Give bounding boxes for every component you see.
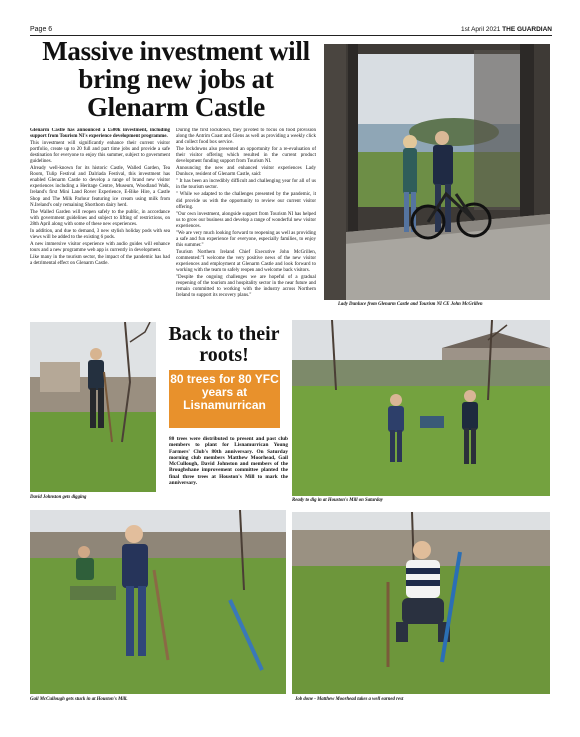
article-paragraph: Already well-known for its historic Castle, Walled Garden, Tea Room, Tulip Festival and Dalriada Festival, this investment has enabled Glenarm Castle to develop a range of brand new visitor experiences including a Heritage Centre, Museum, Woodland Walk, Ireland's first Mini Land Rover Experience, E-Bike Hire, a Castle Shop and The Milk Parlour featuring ice cream using milk from N.Ireland's only remaining Shorthorn dairy herd. <box>30 166 170 208</box>
caption-gail: Gail McCullough gets stuck in at Houston's Mill. <box>30 697 128 702</box>
article-column-1 <box>30 128 170 318</box>
headline-glenarm: Massive investment will bring new jobs at Glenarm Castle <box>42 36 310 122</box>
caption-matthew: Job done - Matthew Moorhead takes a well earned rest <box>295 697 404 702</box>
article-paragraph: "Our own investment, alongside support from Tourism NI has helped us to grow our business and develop a range of wonderful new visitor experiences. <box>176 211 316 229</box>
story-intro: 80 trees were distributed to present and past club members to plant for Lisnamurrican Young Farmers' Club's 80th anniversary. On Saturday morning club members Matthew Moorhead, Gail McCullough, David Johnston and members of the Broughshane improvement committee planted the final three trees at Houston's Mill to mark the anniversary. <box>169 436 288 487</box>
article-paragraph: " It has been an incredibly difficult and challenging year for all of us in the tourism sector. <box>176 179 316 191</box>
caption-ready: Ready to dig in at Houston's Mill on Saturday <box>292 498 383 503</box>
photo-lady-dunluce-john-mcgrillen <box>324 44 550 300</box>
headline-back-to-roots: Back to their roots! <box>168 323 280 366</box>
publication-name: THE GUARDIAN <box>502 26 552 33</box>
caption-castle: Lady Dunluce from Glenarm Castle and Tourism NI CE John McGrillen <box>338 302 483 307</box>
article-paragraph: Tourism Northern Ireland Chief Executive John McGrillen, commented:"I welcome the very positive news of the new visitor experiences and employment at Glenarm Castle and look forward to working with the team to safely reopen and welcome back visitors. <box>176 249 316 274</box>
photo-matthew-moorhead <box>292 512 550 694</box>
article-paragraph: The Walled Garden will reopen safely to the public, in accordance with government guidelines and subject to lifting of restrictions, on 28th April along with some of these new experiences. <box>30 209 170 227</box>
photo-ready-to-dig <box>292 320 550 496</box>
caption-david: David Johnston gets digging <box>30 495 87 500</box>
issue-date: 1st April 2021 <box>460 26 501 33</box>
folio-dateline <box>461 26 552 33</box>
article-paragraph: Like many in the tourism sector, the impact of the pandemic has had a detrimental effect on Glenarm Castle. <box>30 254 170 266</box>
banner-80-trees: 80 trees for 80 YFC years at Lisnamurrican <box>170 372 279 413</box>
article-paragraph: Glenarm Castle has announced a £500k investment, including support from Tourism NI's experience development programme. <box>30 128 170 140</box>
article-paragraph: Announcing the new and enhanced visitor experiences Lady Dunluce, resident of Glenarm Castle, said: <box>176 166 316 178</box>
photo-gail-mccullough <box>30 510 286 694</box>
article-paragraph: "We are very much looking forward to reopening as well as providing a safe and fun experience for everyone, especially families, to enjoy this summer." <box>176 230 316 248</box>
article-column-2 <box>176 128 316 338</box>
article-paragraph: " While we adapted to the challenges presented by the pandemic, it did provide us with the opportunity to review our current visitor offering. <box>176 192 316 210</box>
article-paragraph: The lockdowns also presented an opportunity for a re-evaluation of their visitor offering which resulted in the current product development funding support from Tourism NI. <box>176 147 316 165</box>
article-paragraph: "Despite the ongoing challenges we are hopeful of a gradual reopening of the tourism and hospitality sector in the near future and remain committed to working with the industry across Northern Ireland to support its recovery plans." <box>176 275 316 299</box>
article-paragraph: In addition, and due to demand, 3 new stylish holiday pods with sea views will be added to the existing 6 pods. <box>30 228 170 240</box>
photo-david-johnston <box>30 322 156 492</box>
article-paragraph: During the first lockdown, they pivoted to focus on food provision along the Antrim Coast and Glens as well as providing a weekly click and collect food box service. <box>176 128 316 146</box>
page-number: Page 6 <box>30 26 53 33</box>
article-paragraph: This investment will significantly enhance their current visitor portfolio, create up to 20 full and part time jobs and provide a safe destination for everyone to enjoy this summer, subject to government guidelines. <box>30 141 170 165</box>
article-paragraph: A new immersive visitor experience with audio guides will enhance tours and a new programme web app is currently in development. <box>30 241 170 253</box>
